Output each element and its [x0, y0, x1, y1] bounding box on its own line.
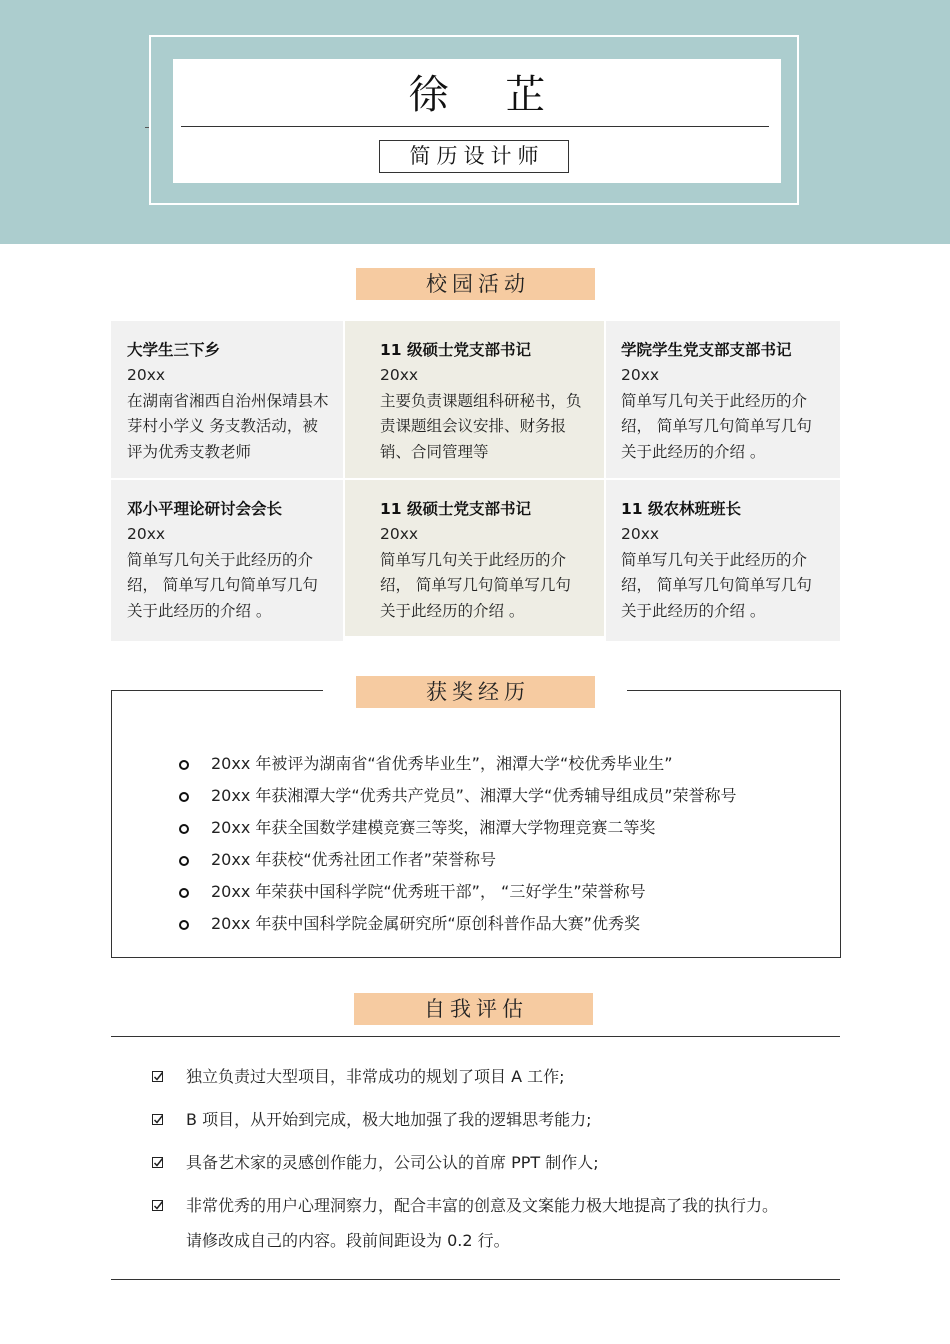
- activity-card: [345, 480, 604, 636]
- activity-year: 20xx: [380, 366, 419, 384]
- activity-card: [606, 321, 840, 478]
- activity-card: [606, 480, 840, 641]
- list-item: [175, 908, 737, 940]
- activity-card: [111, 480, 343, 641]
- list-item: [152, 1189, 778, 1223]
- activity-desc: 简单写几句关于此经历的介绍， 简单写几句简单写几句关于此经历的介绍 。: [621, 550, 812, 620]
- circle-bullet-icon: [179, 856, 189, 866]
- list-item: [152, 1103, 778, 1137]
- circle-bullet-icon: [179, 760, 189, 770]
- activity-desc: 主要负责课题组科研秘书，负责课题组会议安排、财务报销、合同管理等: [380, 391, 582, 461]
- circle-bullet-icon: [179, 792, 189, 802]
- circle-bullet-icon: [179, 920, 189, 930]
- activity-title: 邓小平理论研讨会会长: [127, 500, 283, 518]
- list-item: [175, 844, 737, 876]
- name-divider: [181, 126, 769, 127]
- activity-title: 11 级硕士党支部书记: [380, 341, 531, 359]
- section-title-self-eval: 自我评估: [354, 993, 593, 1025]
- circle-bullet-icon: [179, 888, 189, 898]
- list-item: [152, 1060, 778, 1094]
- list-item: [152, 1146, 778, 1180]
- activity-desc: 在湖南省湘西自治州保靖县木芽村小学义 务支教活动，被评为优秀支教老师: [127, 391, 329, 461]
- list-item: [175, 876, 737, 908]
- eval-text: 非常优秀的用户心理洞察力，配合丰富的创意及文案能力极大地提高了我的执行力。: [186, 1196, 779, 1215]
- job-title: 简历设计师: [379, 140, 569, 173]
- activity-year: 20xx: [127, 525, 166, 543]
- eval-note: 请修改成自己的内容。段前间距设为 0.2 行。: [186, 1231, 510, 1250]
- activity-title: 11 级硕士党支部书记: [380, 500, 531, 518]
- section-title-awards: 获奖经历: [356, 676, 595, 708]
- circle-bullet-icon: [179, 824, 189, 834]
- activity-desc: 简单写几句关于此经历的介绍， 简单写几句简单写几句关于此经历的介绍 。: [380, 550, 571, 620]
- eval-text: 独立负责过大型项目，非常成功的规划了项目 A 工作;: [186, 1067, 565, 1086]
- decorative-tick: [145, 127, 149, 128]
- award-list: [175, 748, 737, 940]
- checkbox-checked-icon: [152, 1200, 163, 1211]
- checkbox-checked-icon: [152, 1071, 163, 1082]
- list-item: [175, 748, 737, 780]
- eval-list: [152, 1060, 778, 1265]
- list-item: [175, 780, 737, 812]
- activity-card: [111, 321, 343, 478]
- award-text: 20xx 年获湘潭大学“优秀共产党员”、湘潭大学“优秀辅导组成员”荣誉称号: [211, 786, 737, 805]
- activity-year: 20xx: [621, 525, 660, 543]
- activity-card: [345, 321, 604, 478]
- header-card: [173, 59, 781, 183]
- award-text: 20xx 年获全国数学建模竞赛三等奖，湘潭大学物理竞赛二等奖: [211, 818, 656, 837]
- activity-title: 大学生三下乡: [127, 341, 221, 359]
- section-title-activities: 校园活动: [356, 268, 595, 300]
- eval-top-rule: [111, 1036, 840, 1037]
- person-name: 徐 芷: [408, 72, 568, 118]
- list-item: [175, 812, 737, 844]
- award-text: 20xx 年被评为湖南省“省优秀毕业生”，湘潭大学“校优秀毕业生”: [211, 754, 673, 773]
- award-text: 20xx 年获校“优秀社团工作者”荣誉称号: [211, 850, 496, 869]
- activities-grid: [111, 321, 840, 641]
- activity-title: 11 级农林班班长: [621, 500, 741, 518]
- eval-text: B 项目，从开始到完成，极大地加强了我的逻辑思考能力;: [186, 1110, 592, 1129]
- checkbox-checked-icon: [152, 1157, 163, 1168]
- award-text: 20xx 年荣获中国科学院“优秀班干部”， “三好学生”荣誉称号: [211, 882, 646, 901]
- activity-year: 20xx: [621, 366, 660, 384]
- award-text: 20xx 年获中国科学院金属研究所“原创科普作品大赛”优秀奖: [211, 914, 640, 933]
- activity-desc: 简单写几句关于此经历的介绍， 简单写几句简单写几句关于此经历的介绍 。: [127, 550, 318, 620]
- activity-year: 20xx: [127, 366, 166, 384]
- activity-year: 20xx: [380, 525, 419, 543]
- activity-title: 学院学生党支部支部书记: [621, 341, 792, 359]
- eval-bottom-rule: [111, 1279, 840, 1280]
- eval-text: 具备艺术家的灵感创作能力，公司公认的首席 PPT 制作人;: [186, 1153, 599, 1172]
- checkbox-checked-icon: [152, 1114, 163, 1125]
- activity-desc: 简单写几句关于此经历的介绍， 简单写几句简单写几句关于此经历的介绍 。: [621, 391, 812, 461]
